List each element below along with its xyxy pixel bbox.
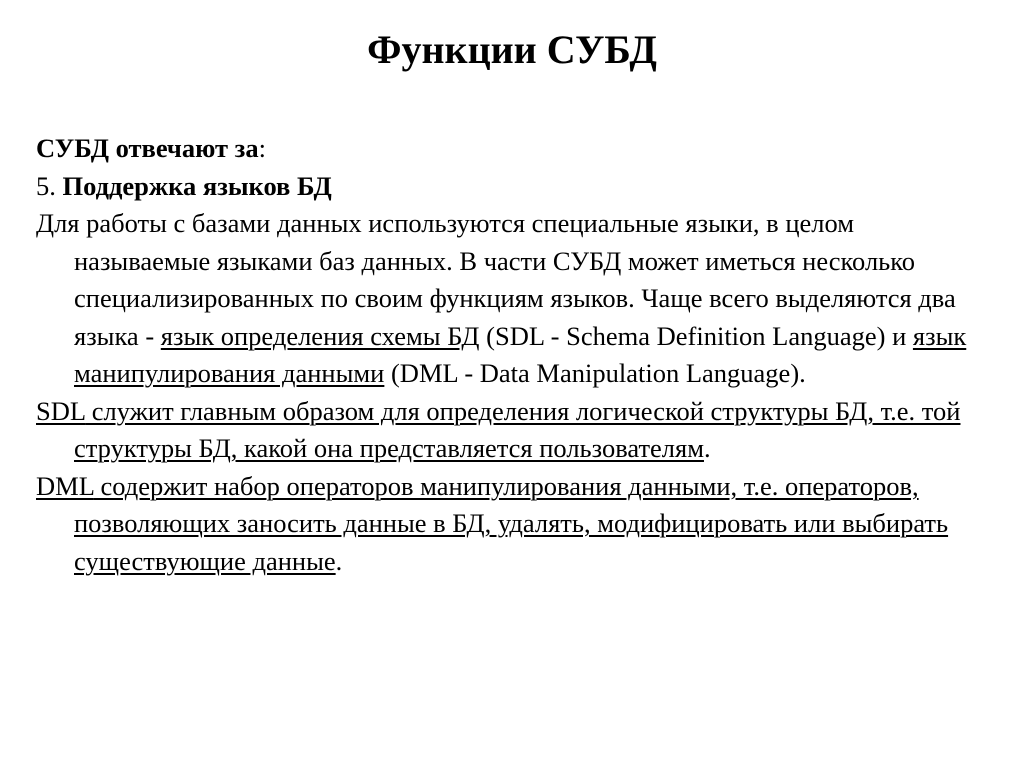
intro-line [36,130,996,168]
paragraph-languages [36,205,996,393]
item-heading [36,168,996,206]
intro-bold: СУБД отвечают за [36,133,259,163]
intro-colon: : [258,133,266,163]
item-title: Поддержка языков БД [62,170,332,201]
sdl-end: . [703,433,711,463]
dml-end: . [335,545,343,576]
paragraph-languages-text-b: (SDL - Schema Definition Language) и [479,320,913,351]
sdl-description: служит главным образом для определения логической структуры БД, т.е. той структуры БД, какой она представляется пользователям [74,395,961,463]
paragraph-languages-text-a: Для работы с базами данных используются специальные языки, в целом называемые языками баз данных. В части СУБД может иметься несколько специализированных по своим функциям языков. Чаще всего выделяются два языка - [36,208,956,351]
slide-title: Функции СУБД [367,27,657,72]
term-dml: язык манипулирования данными [74,320,967,388]
paragraph-dml [36,468,996,581]
term-ddl: язык определения схемы БД [160,320,480,351]
dml-abbr: DML [36,470,94,501]
paragraph-languages-text-c: (DML - Data Manipulation Language). [384,358,806,388]
sdl-abbr: SDL [36,395,86,426]
item-number: 5. [36,170,63,201]
slide-body [36,130,996,580]
paragraph-sdl [36,393,996,468]
dml-description: содержит набор операторов манипулирования данными, т.е. операторов, позволяющих заносить данные в БД, удалять, модифицировать или выбирать существующие данные [74,470,949,576]
